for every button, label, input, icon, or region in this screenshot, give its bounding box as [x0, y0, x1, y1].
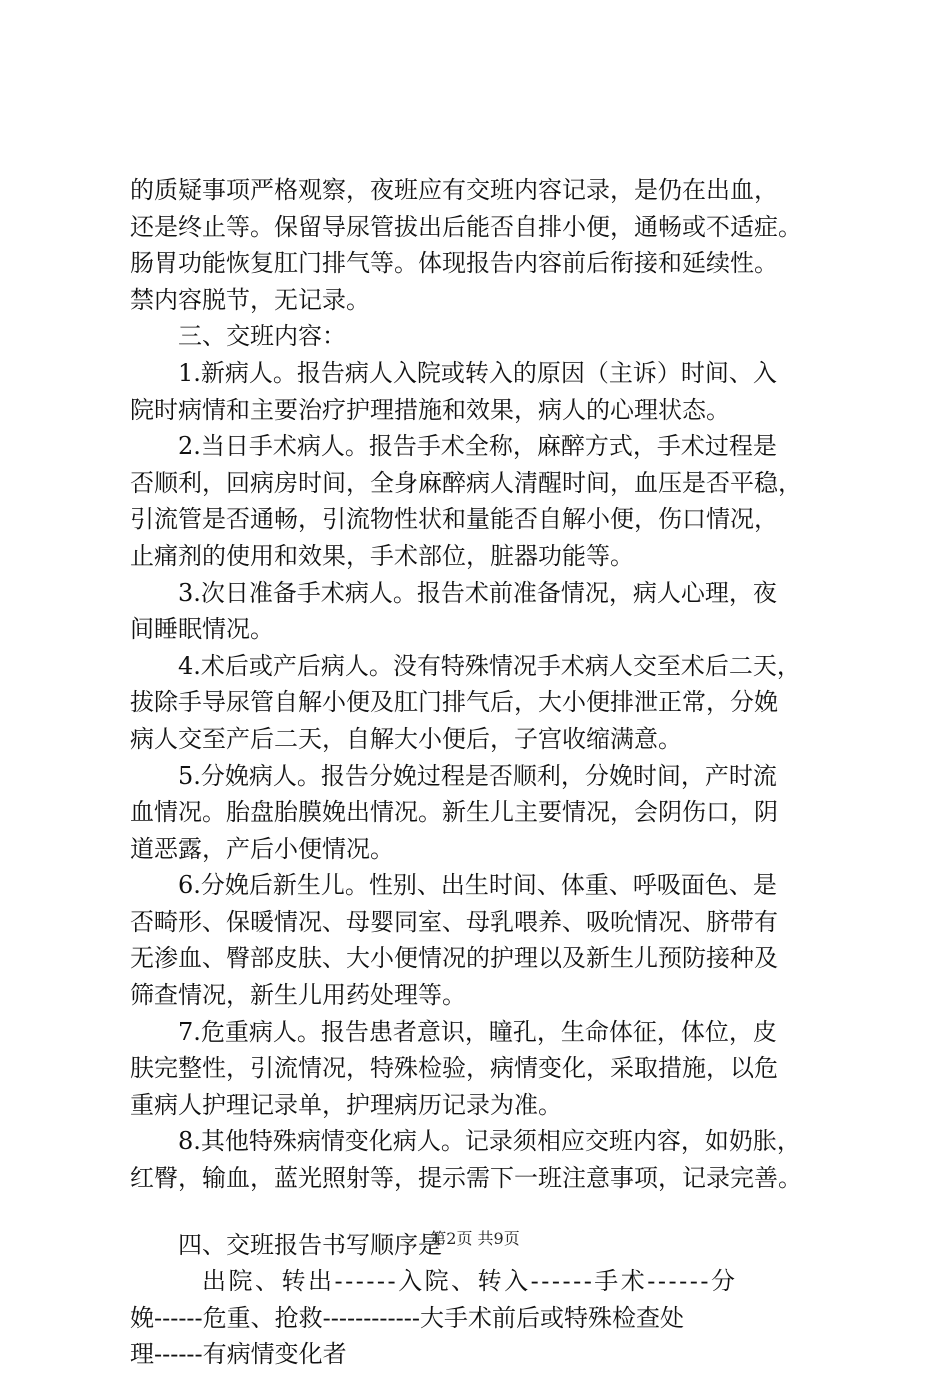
sequence-line: 出院、转出------入院、转入------手术------分 — [202, 1267, 738, 1296]
text-line: 1.新病人。报告病人入院或转入的原因（主诉）时间、入 — [178, 358, 777, 387]
text-line: 血情况。胎盘胎膜娩出情况。新生儿主要情况，会阴伤口，阴 — [130, 798, 778, 827]
text-line: 否畸形、保暖情况、母婴同室、母乳喂养、吸吮情况、脐带有 — [130, 907, 778, 936]
text-line: 3.次日准备手术病人。报告术前准备情况，病人心理，夜 — [178, 578, 777, 607]
document-body — [130, 172, 830, 1373]
paragraph-gap — [130, 1197, 830, 1227]
text-line: 的质疑事项严格观察，夜班应有交班内容记录，是仍在出血， — [130, 176, 778, 204]
text-line: 止痛剂的使用和效果，手术部位，脏器功能等。 — [130, 541, 634, 570]
text-line: 院时病情和主要治疗护理措施和效果，病人的心理状态。 — [130, 395, 730, 424]
text-line: 拔除手导尿管自解小便及肛门排气后，大小便排泄正常，分娩 — [130, 688, 778, 717]
text-line: 引流管是否通畅，引流物性状和量能否自解小便，伤口情况， — [130, 505, 778, 534]
text-line: 5.分娩病人。报告分娩过程是否顺利，分娩时间，产时流 — [178, 761, 777, 790]
text-line: 否顺利，回病房时间，全身麻醉病人清醒时间，血压是否平稳， — [130, 468, 802, 497]
sequence-line: 理------有病情变化者 — [130, 1340, 347, 1369]
text-line: 8.其他特殊病情变化病人。记录须相应交班内容，如奶胀， — [178, 1127, 801, 1156]
text-line: 肤完整性，引流情况，特殊检验，病情变化，采取措施，以危 — [130, 1054, 778, 1083]
section-heading: 三、交班内容： — [178, 322, 346, 351]
page-footer: 第2页 共9页 — [430, 1229, 520, 1248]
sequence-line: 娩------危重、抢救------------大手术前后或特殊检查处 — [130, 1303, 684, 1332]
text-line: 筛查情况，新生儿用药处理等。 — [130, 981, 466, 1010]
text-line: 道恶露，产后小便情况。 — [130, 834, 394, 863]
text-line: 7.危重病人。报告患者意识，瞳孔，生命体征，体位，皮 — [178, 1017, 777, 1046]
text-line: 间睡眠情况。 — [130, 615, 274, 644]
text-line: 病人交至产后二天，自解大小便后，子宫收缩满意。 — [130, 724, 682, 753]
text-line: 红臀，输血，蓝光照射等，提示需下一班注意事项，记录完善。 — [130, 1164, 802, 1193]
text-line: 6.分娩后新生儿。性别、出生时间、体重、呼吸面色、是 — [178, 871, 777, 900]
text-line: 禁内容脱节，无记录。 — [130, 285, 370, 314]
text-line: 无渗血、臀部皮肤、大小便情况的护理以及新生儿预防接种及 — [130, 944, 778, 973]
section-heading: 四、交班报告书写顺序是 — [178, 1230, 442, 1259]
text-line: 重病人护理记录单，护理病历记录为准。 — [130, 1090, 562, 1119]
text-line: 还是终止等。保留导尿管拔出后能否自排小便，通畅或不适症。 — [130, 212, 802, 241]
text-line: 4.术后或产后病人。没有特殊情况手术病人交至术后二天， — [178, 651, 801, 680]
text-line: 2.当日手术病人。报告手术全称，麻醉方式，手术过程是 — [178, 432, 777, 461]
text-line: 肠胃功能恢复肛门排气等。体现报告内容前后衔接和延续性。 — [130, 249, 778, 278]
